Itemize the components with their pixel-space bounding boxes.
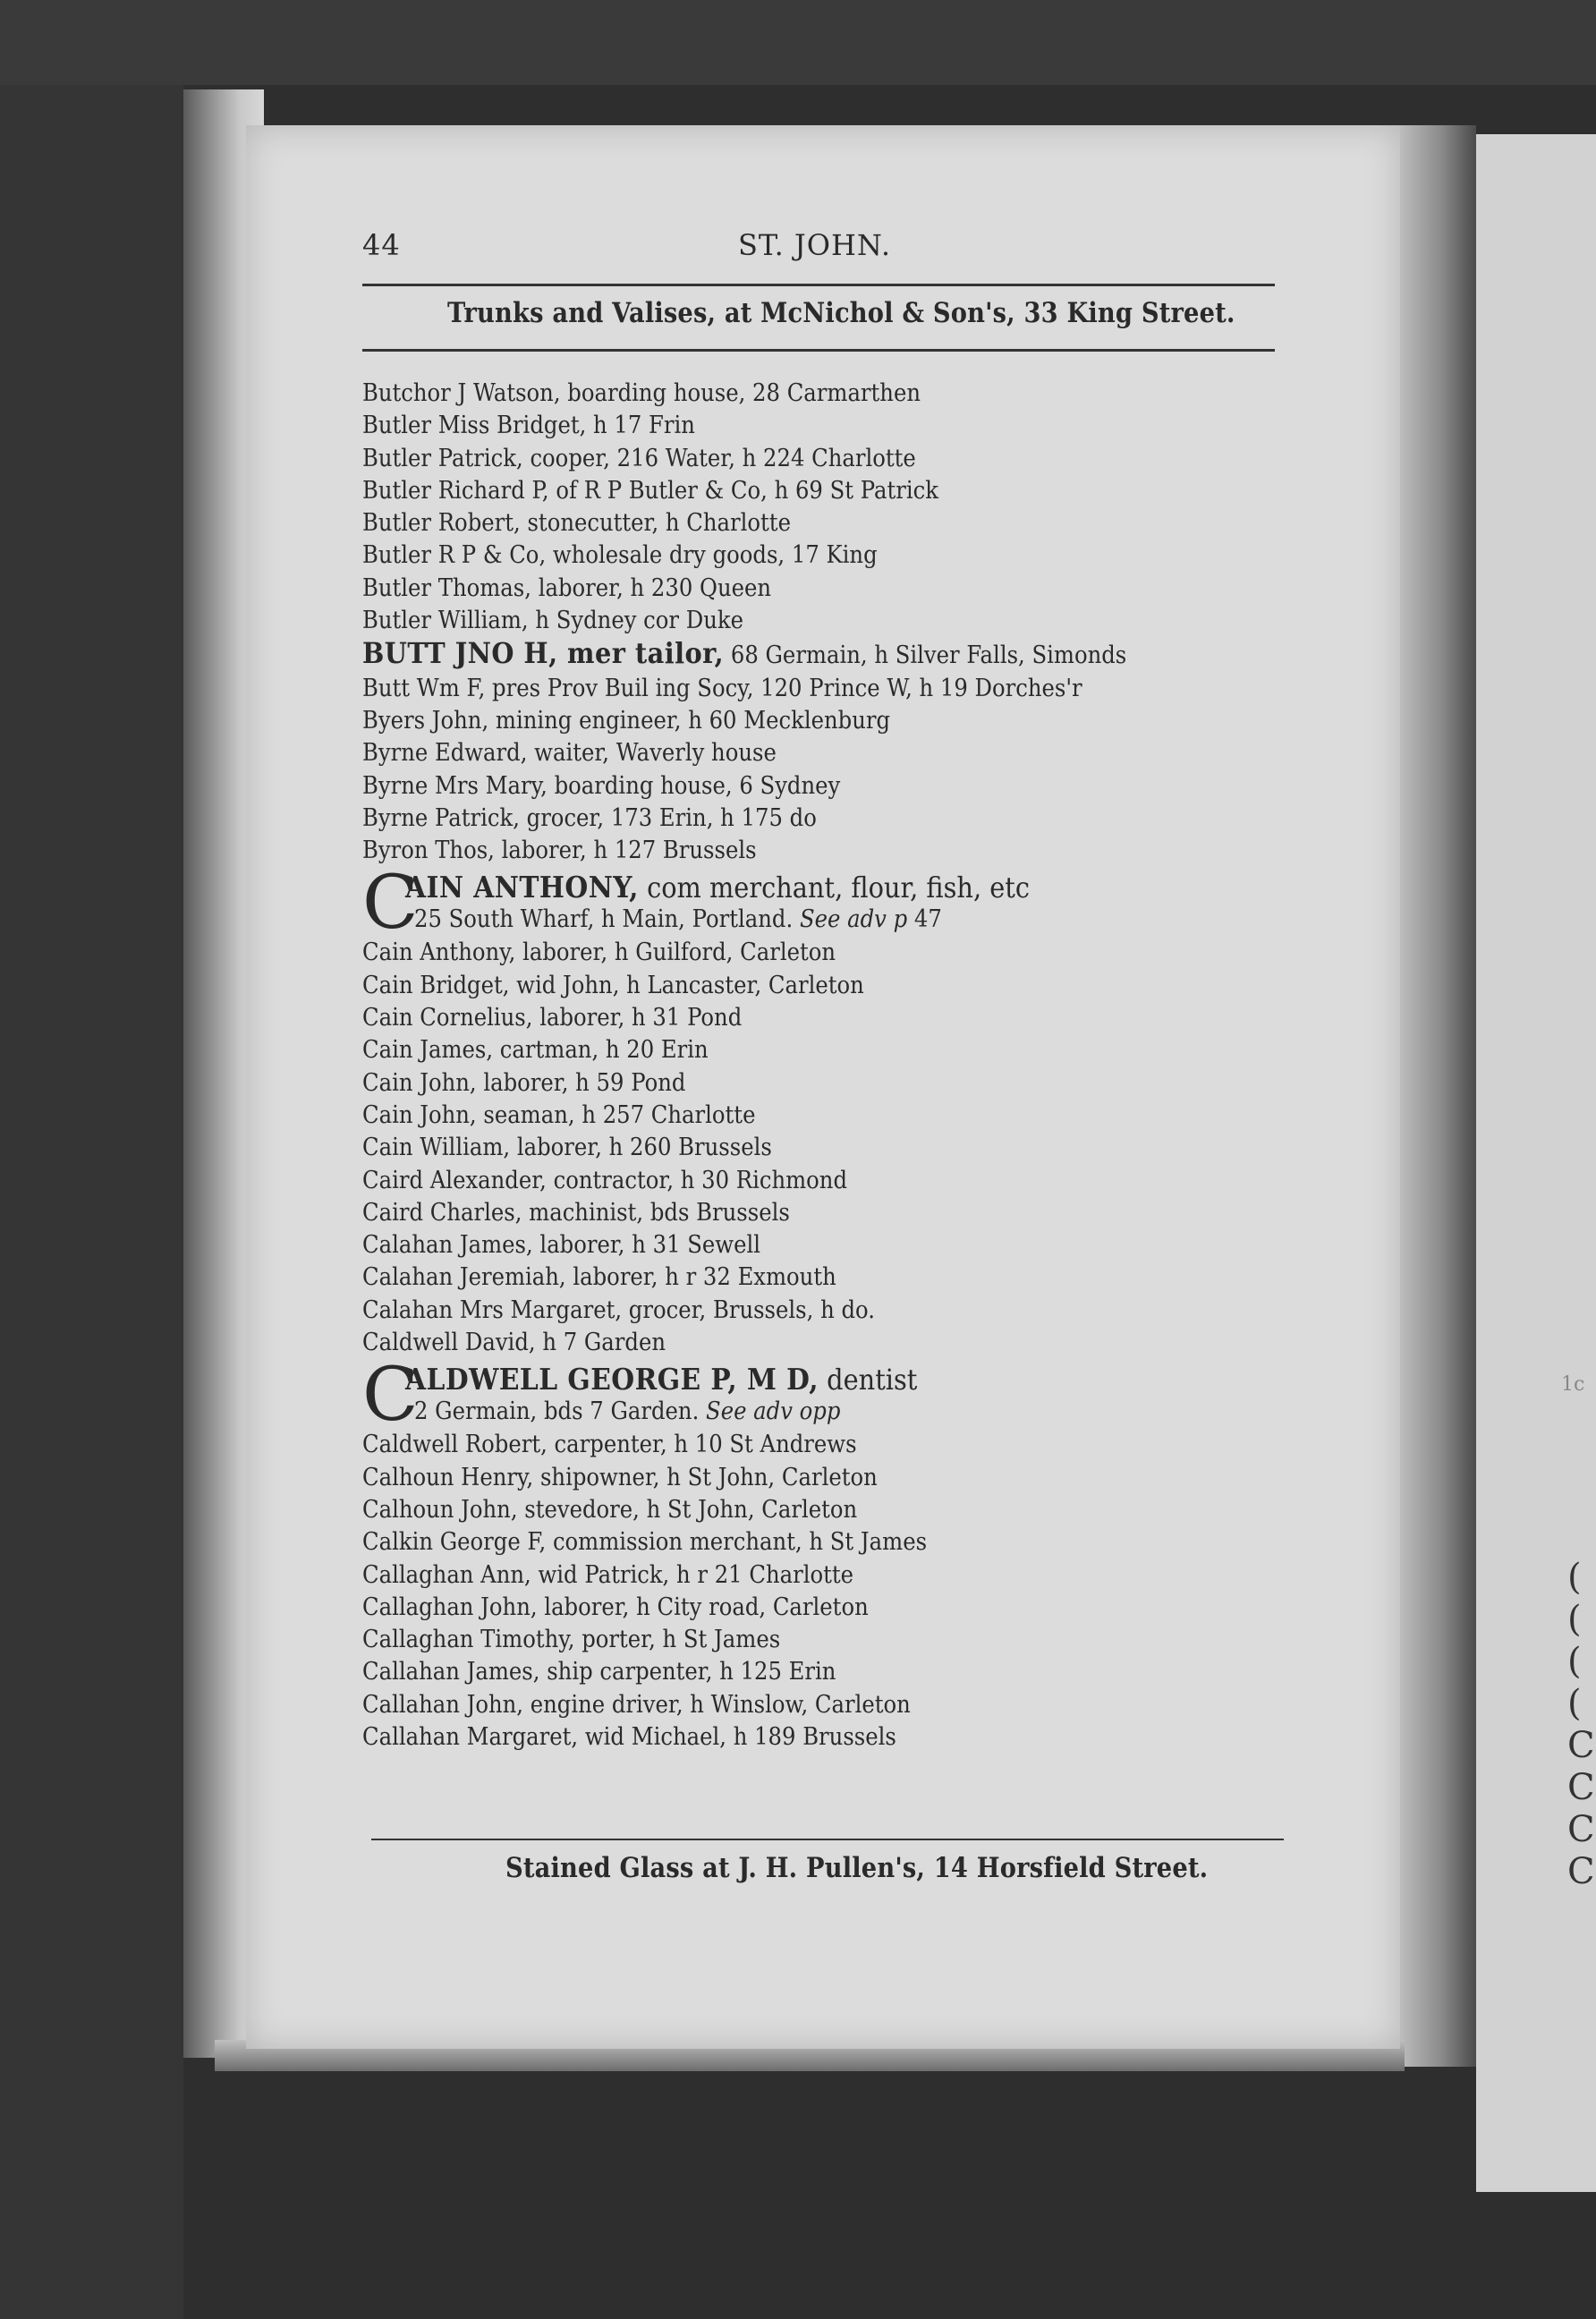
- directory-entry: Caird Charles, machinist, bds Brussels: [362, 1198, 790, 1227]
- directory-entry: Calahan Mrs Margaret, grocer, Brussels, h do.: [362, 1295, 875, 1324]
- directory-entry: Callahan Margaret, wid Michael, h 189 Brussels: [362, 1722, 896, 1751]
- bottom-advertisement: Stained Glass at J. H. Pullen's, 14 Horsfield Street.: [505, 1852, 1209, 1884]
- directory-entry: Cain Bridget, wid John, h Lancaster, Carleton: [362, 971, 864, 999]
- display-rest: com merchant, flour, fish, etc: [638, 871, 1031, 905]
- scan-backdrop-top: [0, 0, 1596, 85]
- directory-entry: Caldwell Robert, carpenter, h 10 St Andrews: [362, 1431, 857, 1459]
- directory-entry: Cain Cornelius, laborer, h 31 Pond: [362, 1004, 743, 1032]
- directory-entry: Butler R P & Co, wholesale dry goods, 17 King: [362, 541, 878, 570]
- display-bold-name: ALDWELL GEORGE P, M D,: [405, 1362, 819, 1397]
- footer-rule: [371, 1839, 1284, 1840]
- display-see-adv: See adv opp: [706, 1397, 841, 1426]
- directory-entry: Calhoun John, stevedore, h St John, Carleton: [362, 1495, 858, 1524]
- directory-entry: Cain John, laborer, h 59 Pond: [362, 1068, 686, 1097]
- display-entry-caldwell: [362, 1353, 1329, 1439]
- directory-entry: Calhoun Henry, shipowner, h St John, Carleton: [362, 1463, 878, 1491]
- directory-entry-bold: [362, 637, 1232, 672]
- directory-entry: Butt Wm F, pres Prov Buil ing Socy, 120 Prince W, h 19 Dorches'r: [362, 674, 1082, 702]
- directory-entry: Callahan John, engine driver, h Winslow, Carleton: [362, 1690, 911, 1719]
- ad-rule-top: [362, 349, 1275, 352]
- display-page-ref: 47: [907, 905, 942, 934]
- directory-entry: Byrne Patrick, grocer, 173 Erin, h 175 do: [362, 803, 817, 832]
- directory-entry: Butler Thomas, laborer, h 230 Queen: [362, 573, 772, 602]
- drop-cap: C: [362, 1353, 419, 1439]
- entry-bold-name: BUTT JNO H, mer tailor,: [362, 636, 725, 671]
- directory-entry: Callahan James, ship carpenter, h 125 Erin: [362, 1658, 836, 1686]
- directory-entry: Cain John, seaman, h 257 Charlotte: [362, 1100, 756, 1129]
- directory-entry: Byron Thos, laborer, h 127 Brussels: [362, 837, 757, 865]
- directory-entry: Butler Robert, stonecutter, h Charlotte: [362, 509, 791, 538]
- directory-page: [246, 125, 1400, 2049]
- display-rest: dentist: [819, 1363, 918, 1397]
- display-bold-name: AIN ANTHONY,: [405, 870, 639, 905]
- directory-entry: Calahan James, laborer, h 31 Sewell: [362, 1231, 761, 1260]
- directory-entry: Calkin George F, commission merchant, h St James: [362, 1528, 928, 1557]
- running-title: ST. JOHN.: [738, 228, 891, 262]
- directory-entry: Butler Miss Bridget, h 17 Frin: [362, 412, 695, 440]
- scan-backdrop-left: [0, 85, 183, 2319]
- display-see-adv: See adv p: [799, 905, 908, 934]
- facing-page-letters: ( ( ( ( C C C C: [1567, 1557, 1595, 1892]
- directory-entry: Calahan Jeremiah, laborer, h r 32 Exmouth: [362, 1263, 836, 1292]
- directory-entry: Butler William, h Sydney cor Duke: [362, 607, 743, 635]
- directory-entry: Byers John, mining engineer, h 60 Mecklenburg: [362, 706, 891, 735]
- directory-entry: Butchor J Watson, boarding house, 28 Carmarthen: [362, 379, 921, 407]
- running-head: [362, 228, 1257, 271]
- header-rule: [362, 284, 1275, 286]
- facing-page-fragment: 1c: [1561, 1373, 1585, 1396]
- directory-entries: [362, 378, 1329, 1754]
- directory-entry: Callaghan John, laborer, h City road, Carleton: [362, 1593, 869, 1621]
- book-gutter: [1400, 125, 1476, 2067]
- directory-entry: Byrne Edward, waiter, Waverly house: [362, 739, 777, 768]
- entry-rest: 68 Germain, h Silver Falls, Simonds: [724, 641, 1127, 670]
- directory-entry: Cain William, laborer, h 260 Brussels: [362, 1134, 772, 1162]
- directory-entry: Callaghan Ann, wid Patrick, h r 21 Charlotte: [362, 1560, 854, 1589]
- directory-entry: Cain James, cartman, h 20 Erin: [362, 1036, 709, 1065]
- directory-entry: Butler Patrick, cooper, 216 Water, h 224 Charlotte: [362, 444, 916, 472]
- directory-entry: Callaghan Timothy, porter, h St James: [362, 1626, 781, 1654]
- page-number: 44: [362, 228, 401, 262]
- directory-entry: Caldwell David, h 7 Garden: [362, 1329, 666, 1357]
- directory-entry: Butler Richard P, of R P Butler & Co, h 69 St Patrick: [362, 476, 938, 505]
- top-advertisement: Trunks and Valises, at McNichol & Son's, 33 King Street.: [447, 297, 1235, 329]
- directory-entry: Caird Alexander, contractor, h 30 Richmond: [362, 1166, 848, 1194]
- drop-cap: C: [362, 861, 419, 947]
- display-address: 2 Germain, bds 7 Garden.: [414, 1397, 700, 1426]
- display-address: 25 South Wharf, h Main, Portland.: [414, 905, 794, 934]
- directory-entry: Byrne Mrs Mary, boarding house, 6 Sydney: [362, 771, 841, 800]
- display-entry-cain: [362, 861, 1329, 947]
- directory-entry: Cain Anthony, laborer, h Guilford, Carleton: [362, 939, 836, 967]
